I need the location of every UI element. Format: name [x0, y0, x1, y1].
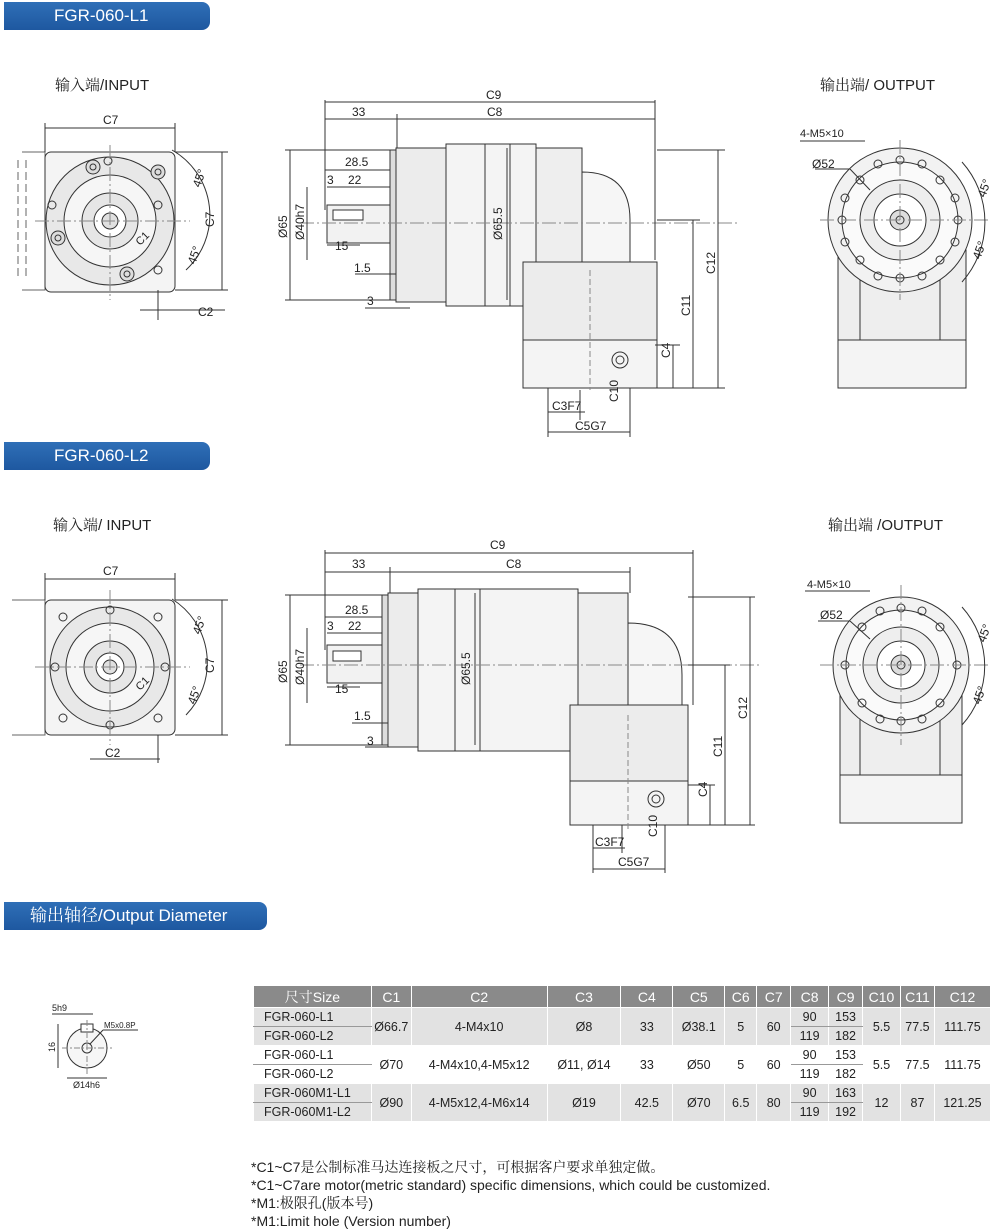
dim-d65-l1: Ø65	[276, 215, 290, 238]
dim-angle-top-l2: 45°	[189, 614, 210, 637]
dim-angle-bot-l1: 45°	[184, 244, 205, 267]
cell-c2: 4-M5x12,4-M6x14	[411, 1084, 547, 1122]
dim-c7-top-l2: C7	[103, 564, 119, 578]
input-view-l2	[12, 564, 228, 763]
dim-d65-5-l2: Ø65.5	[459, 652, 473, 685]
dim-c12-l2: C12	[736, 696, 750, 719]
dim-d52-l1: Ø52	[812, 157, 835, 171]
output-view-l1	[800, 128, 994, 388]
dim-c11-l2: C11	[711, 735, 725, 757]
dim-3b-l2: 3	[367, 734, 374, 748]
section-title-l2: FGR-060-L2	[54, 446, 149, 465]
dim-c7-side-l2: C7	[203, 657, 217, 673]
dim-d65-5-l1: Ø65.5	[491, 207, 505, 240]
dim-33-l1: 33	[352, 105, 366, 119]
cell-c8: 90	[791, 1046, 829, 1065]
cell-c11: 77.5	[900, 1046, 934, 1084]
cell-c4: 33	[621, 1046, 673, 1084]
col-c10: C10	[863, 986, 901, 1008]
dim-c8-l2: C8	[506, 557, 522, 571]
table-row	[254, 1084, 991, 1103]
output-label-l1: 输出端/ OUTPUT	[820, 77, 935, 94]
side-view-l1	[276, 90, 740, 437]
shaft-diameter: Ø14h6	[73, 1080, 101, 1090]
side-view-l2	[276, 538, 760, 873]
dim-28-5-l2: 28.5	[345, 603, 369, 617]
col-c1: C1	[371, 986, 411, 1008]
drawing-l2	[0, 535, 1000, 880]
output-view-l2	[805, 579, 994, 823]
dim-c10-l1: C10	[607, 379, 621, 402]
dim-33-l2: 33	[352, 557, 366, 571]
cell-model: FGR-060-L2	[254, 1027, 372, 1046]
dim-d65-l2: Ø65	[276, 660, 290, 683]
cell-c9: 182	[829, 1027, 863, 1046]
dim-c7-side-l1: C7	[203, 211, 217, 227]
input-view-l1	[18, 113, 228, 320]
cell-c11: 87	[900, 1084, 934, 1122]
dim-c1-l2: C1	[133, 674, 153, 694]
dim-c2-l1: C2	[198, 305, 214, 319]
col-c11: C11	[900, 986, 934, 1008]
dim-angle-out-top-l2: 45°	[974, 622, 995, 645]
section-tab-diameter	[4, 902, 267, 930]
cell-c8: 90	[791, 1008, 829, 1027]
cell-c9: 163	[829, 1084, 863, 1103]
note-line: *M1:Limit hole (Version number)	[251, 1213, 451, 1229]
cell-model: FGR-060M1-L1	[254, 1084, 372, 1103]
table-row	[254, 1046, 991, 1065]
col-c6: C6	[725, 986, 757, 1008]
cell-c4: 42.5	[621, 1084, 673, 1122]
output-label-l2: 输出端 /OUTPUT	[828, 517, 943, 534]
input-label-l1: 输入端/INPUT	[55, 77, 150, 94]
dim-22-l1: 22	[348, 173, 362, 187]
dim-angle-out-top-l1: 45°	[974, 177, 995, 200]
cell-c7: 80	[757, 1084, 791, 1122]
dim-3b-l1: 3	[367, 294, 374, 308]
dim-c9-l1: C9	[486, 90, 502, 102]
note-line: *C1~C7是公制标准马达连接板之尺寸，可根据客户要求单独定做。	[251, 1159, 665, 1175]
cell-model: FGR-060-L1	[254, 1008, 372, 1027]
dim-c5g7-l2: C5G7	[618, 855, 650, 869]
dim-c9-l2: C9	[490, 538, 506, 552]
dim-22-l2: 22	[348, 619, 362, 633]
cell-c12: 111.75	[934, 1008, 990, 1046]
dim-c3f7-l1: C3F7	[552, 399, 582, 413]
section-title-diameter: 输出轴径/Output Diameter	[30, 906, 228, 925]
note-line: *M1:极限孔(版本号)	[251, 1195, 374, 1211]
cell-c5: Ø70	[673, 1084, 725, 1122]
cell-c4: 33	[621, 1008, 673, 1046]
drawing-l1	[0, 90, 1000, 440]
col-c7: C7	[757, 986, 791, 1008]
col-c9: C9	[829, 986, 863, 1008]
dim-d40-l2: Ø40h7	[293, 648, 307, 685]
dim-m5-l1: 4-M5×10	[800, 128, 844, 140]
dim-1-5-l1: 1.5	[354, 261, 371, 275]
cell-c2: 4-M4x10	[411, 1008, 547, 1046]
cell-c8: 119	[791, 1027, 829, 1046]
col-c8: C8	[791, 986, 829, 1008]
dim-c4-l1: C4	[659, 342, 673, 358]
cell-c12: 121.25	[934, 1084, 990, 1122]
dim-c7-top-l1: C7	[103, 113, 119, 127]
cell-c7: 60	[757, 1046, 791, 1084]
cell-c1: Ø66.7	[371, 1008, 411, 1046]
cell-c10: 5.5	[863, 1008, 901, 1046]
input-label-l2: 输入端/ INPUT	[53, 517, 152, 534]
dim-d52-l2: Ø52	[820, 608, 843, 622]
cell-c6: 5	[725, 1046, 757, 1084]
dim-c12-l1: C12	[704, 251, 718, 274]
cell-c5: Ø38.1	[673, 1008, 725, 1046]
col-c2: C2	[411, 986, 547, 1008]
dim-15-l2: 15	[335, 682, 349, 696]
dim-3a-l1: 3	[327, 173, 334, 187]
table-row	[254, 1008, 991, 1027]
notes	[251, 1158, 770, 1230]
col-size: 尺寸Size	[254, 986, 372, 1008]
dim-m5-l2: 4-M5×10	[807, 579, 851, 591]
shaft-detail	[0, 1000, 200, 1100]
shaft-height: 16	[47, 1041, 57, 1052]
dim-c11-l1: C11	[679, 294, 693, 316]
cell-c6: 5	[725, 1008, 757, 1046]
cell-c11: 77.5	[900, 1008, 934, 1046]
note-line: *C1~C7are motor(metric standard) specific dimensions, which could be customized.	[251, 1177, 771, 1193]
cell-c9: 153	[829, 1046, 863, 1065]
cell-c1: Ø90	[371, 1084, 411, 1122]
cell-c9: 153	[829, 1008, 863, 1027]
cell-c5: Ø50	[673, 1046, 725, 1084]
dim-c5g7-l1: C5G7	[575, 419, 607, 433]
shaft-thread: M5x0.8P	[104, 1021, 136, 1030]
dim-c4-l2: C4	[696, 781, 710, 797]
cell-c10: 12	[863, 1084, 901, 1122]
col-c12: C12	[934, 986, 990, 1008]
dim-angle-top-l1: 45°	[189, 167, 210, 190]
dim-28-5-l1: 28.5	[345, 155, 369, 169]
dim-3a-l2: 3	[327, 619, 334, 633]
dim-15-l1: 15	[335, 239, 349, 253]
cell-c2: 4-M4x10,4-M5x12	[411, 1046, 547, 1084]
cell-c8: 119	[791, 1103, 829, 1122]
cell-model: FGR-060M1-L2	[254, 1103, 372, 1122]
cell-c12: 111.75	[934, 1046, 990, 1084]
cell-c9: 192	[829, 1103, 863, 1122]
cell-c3: Ø11, Ø14	[547, 1046, 621, 1084]
shaft-key-width: 5h9	[52, 1003, 68, 1013]
cell-model: FGR-060-L2	[254, 1065, 372, 1084]
cell-c10: 5.5	[863, 1046, 901, 1084]
spec-table	[253, 985, 991, 1122]
cell-c3: Ø8	[547, 1008, 621, 1046]
dim-c1-l1: C1	[133, 229, 153, 249]
cell-c1: Ø70	[371, 1046, 411, 1084]
dim-1-5-l2: 1.5	[354, 709, 371, 723]
dim-c10-l2: C10	[646, 814, 660, 837]
section-tab-l2	[4, 442, 210, 470]
dim-angle-out-bot-l2: 45°	[969, 684, 990, 707]
section-title-l1: FGR-060-L1	[54, 6, 149, 25]
cell-c8: 119	[791, 1065, 829, 1084]
dim-angle-bot-l2: 45°	[184, 684, 205, 707]
col-c4: C4	[621, 986, 673, 1008]
cell-c8: 90	[791, 1084, 829, 1103]
cell-c6: 6.5	[725, 1084, 757, 1122]
dim-c2-l2: C2	[105, 746, 121, 760]
dim-c3f7-l2: C3F7	[595, 835, 625, 849]
col-c3: C3	[547, 986, 621, 1008]
cell-c9: 182	[829, 1065, 863, 1084]
col-c5: C5	[673, 986, 725, 1008]
cell-c7: 60	[757, 1008, 791, 1046]
dim-c8-l1: C8	[487, 105, 503, 119]
dim-d40-l1: Ø40h7	[293, 203, 307, 240]
cell-c3: Ø19	[547, 1084, 621, 1122]
cell-model: FGR-060-L1	[254, 1046, 372, 1065]
section-tab-l1	[4, 2, 210, 30]
dim-angle-out-bot-l1: 45°	[969, 239, 990, 262]
spec-table-header-row	[254, 986, 991, 1008]
